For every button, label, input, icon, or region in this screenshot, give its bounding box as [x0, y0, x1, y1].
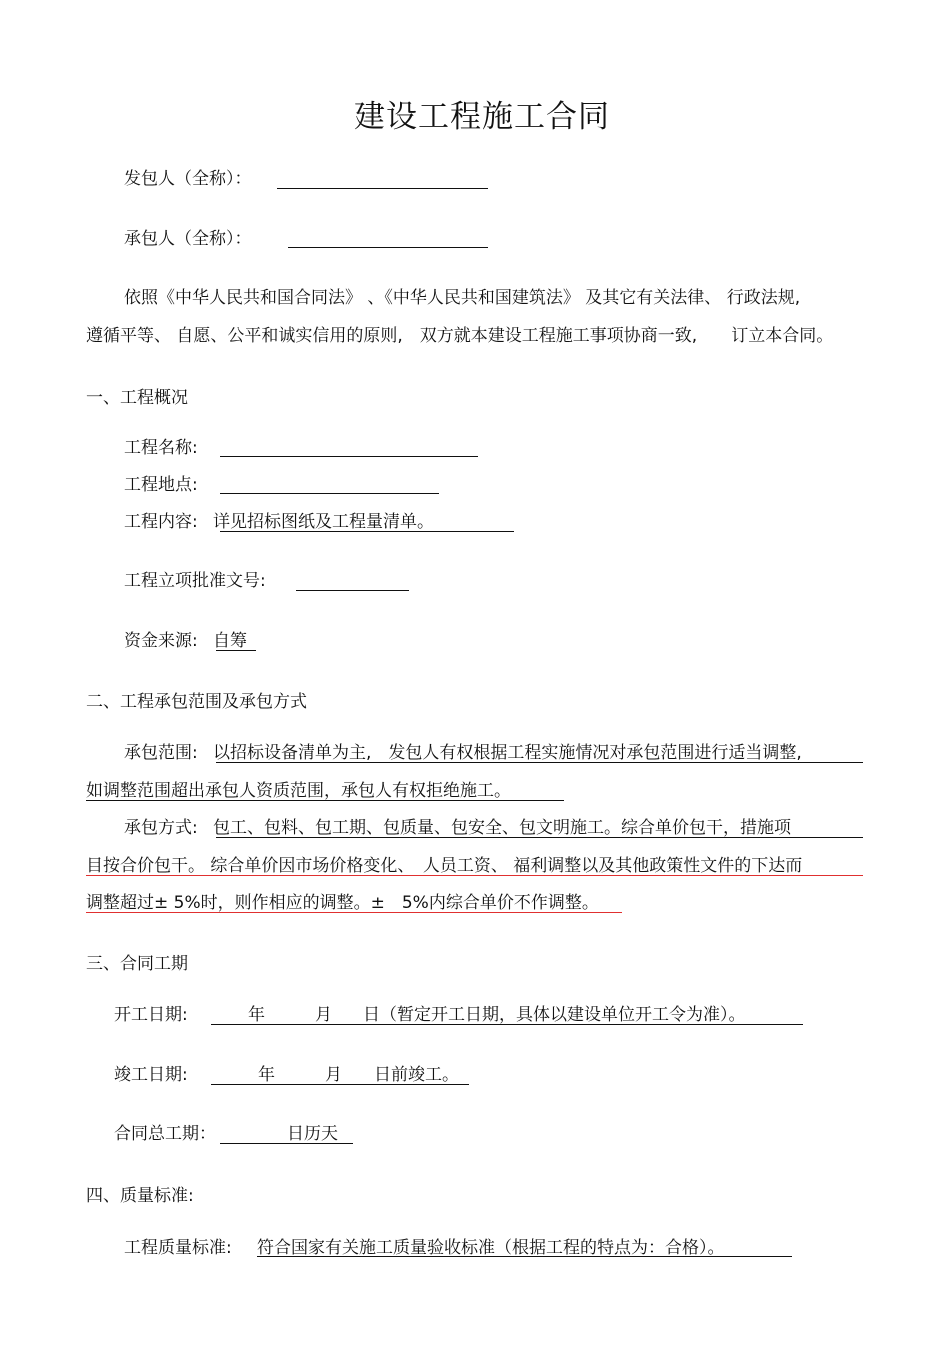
project-content-underline — [220, 531, 514, 532]
approval-number-blank — [296, 590, 409, 591]
start-date-rest: 日（暂定开工日期，具体以建设单位开工令为准）。 — [363, 1005, 746, 1025]
section2-heading: 二、工程承包范围及承包方式 — [86, 692, 307, 712]
method-line-3: 调整超过± 5%时，则作相应的调整。± 5%内综合单价不作调整。 — [86, 893, 599, 913]
funding-source-label: 资金来源: — [124, 631, 198, 651]
section4-heading: 四、质量标准: — [86, 1186, 194, 1206]
scope-line-2: 如调整范围超出承包人资质范围，承包人有权拒绝施工。 — [86, 781, 511, 801]
finish-date-underline — [211, 1084, 469, 1085]
method-line-2-underline — [86, 875, 863, 876]
start-date-month: 月 — [315, 1005, 332, 1025]
project-content-label: 工程内容: — [124, 512, 198, 532]
approval-number-label: 工程立项批准文号: — [124, 571, 266, 591]
quality-standard-value: 符合国家有关施工质量验收标准（根据工程的特点为：合格）。 — [257, 1238, 725, 1258]
method-line-2: 目按合价包干。 综合单价因市场价格变化、 人员工资、 福利调整以及其他政策性文件的下达而 — [86, 856, 803, 876]
total-duration-value: 日历天 — [287, 1124, 338, 1144]
scope-line-1-underline — [216, 762, 863, 763]
start-date-underline — [211, 1024, 803, 1025]
contractor-label: 承包人（全称）： — [124, 229, 252, 249]
method-line-1: 包工、包料、包工期、包质量、包安全、包文明施工。综合单价包干，措施项 — [213, 818, 791, 838]
employer-name-blank — [277, 188, 488, 189]
section1-heading: 一、工程概况 — [86, 388, 188, 408]
method-line-3-underline — [86, 912, 622, 913]
contractor-name-blank — [288, 247, 488, 248]
finish-date-label: 竣工日期: — [114, 1065, 188, 1085]
total-duration-underline — [220, 1143, 353, 1144]
finish-date-month: 月 — [325, 1065, 342, 1085]
section3-heading: 三、合同工期 — [86, 954, 188, 974]
preamble-line-2: 遵循平等、 自愿、公平和诚实信用的原则, 双方就本建设工程施工事项协商一致, 订立本合同。 — [86, 326, 834, 346]
funding-source-underline — [216, 650, 256, 651]
scope-label: 承包范围: — [124, 743, 198, 763]
funding-source-value: 自筹 — [213, 631, 247, 651]
method-line-1-underline — [216, 837, 863, 838]
scope-line-2-underline — [86, 800, 564, 801]
quality-standard-label: 工程质量标准: — [124, 1238, 232, 1258]
quality-standard-underline — [257, 1256, 792, 1257]
project-location-label: 工程地点: — [124, 475, 198, 495]
scope-line-1: 以招标设备清单为主, 发包人有权根据工程实施情况对承包范围进行适当调整, — [213, 743, 802, 763]
document-title: 建设工程施工合同 — [354, 99, 610, 135]
start-date-label: 开工日期: — [114, 1005, 188, 1025]
method-label: 承包方式: — [124, 818, 198, 838]
project-location-blank — [220, 493, 439, 494]
preamble-line-1: 依照《中华人民共和国合同法》 、《中华人民共和国建筑法》 及其它有关法律、 行政法规, — [124, 288, 801, 308]
project-name-blank — [220, 456, 478, 457]
finish-date-year: 年 — [258, 1065, 275, 1085]
employer-label: 发包人（全称）： — [124, 169, 252, 189]
start-date-year: 年 — [248, 1005, 265, 1025]
project-name-label: 工程名称: — [124, 438, 198, 458]
finish-date-rest: 日前竣工。 — [374, 1065, 459, 1085]
total-duration-label: 合同总工期： — [114, 1124, 216, 1144]
project-content-value: 详见招标图纸及工程量清单。 — [213, 512, 434, 532]
